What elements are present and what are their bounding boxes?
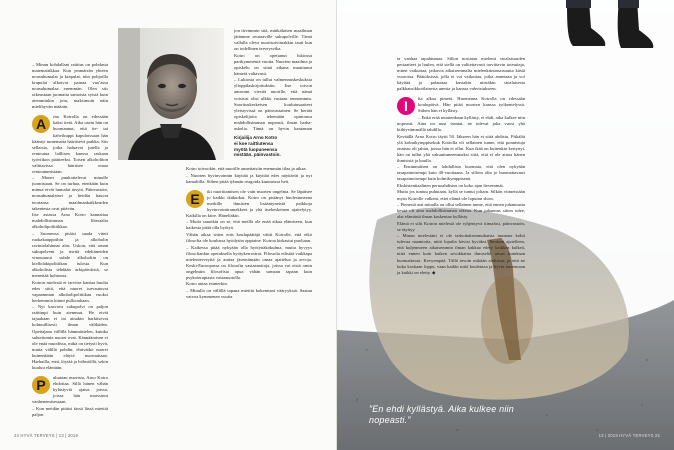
paragraph: rno Kotrolla on edessään kaksi tietä. Aika usein hän on huomannut, että ite- tai kahvikuppi kapuloissaan hän kääntyi tuntematta häiritsevä paikka. Siis sellaisia, jotka haluavat jutella ja rentoutua laillisen kanssa raskaan työviikon päätteeksi. Toisen alkoholiton valittavissa häiritsee omaa rentoutumistaan. [32, 114, 108, 174]
paragraph: Keväällä Arno Kotro täytti 50. Iäkseen hän ei siitä ahdistu. Pitkältä ylä kolmikymppisekuk Kotrolla oli sellainen tunne, että ponnistuja onnistu oli jahtai, joissa hän ei ollut. Kun ikää on kuitenkin kertynyt, hän on tullut yhä vakuuttuneemmaksi siitä, että ei ole ainoa hänen ihmisistä ja kuulla. [397, 133, 525, 163]
paragraph: Ekskistentiaalinen peruoahdistus on koko ajan lievemmät. [397, 182, 504, 188]
paragraph: jon tiivimmin sitä, minkälaisen maailman jätämme seuraaville sukupolville. Tämä vallalla oleva nuorisotviinakkin tauti kun on todellinen terveysvika. [234, 28, 312, 52]
paragraph: uhutaan nuorista, Arno Kotro ehdottaa. Sillä hänen vähän kylästyvät ajatus joissa, joissa hän marssinut vanhenemisestaan. [32, 374, 108, 405]
paragraph: – Enkä erää muutenkaan kyllästy, ei ehdi, aika kulkee niin nopeasti. Aina on uusi tsentai, ne tulevat joka vuosi yhä kiihtyvämmällä tahdilla. [397, 114, 525, 133]
paragraph: – Nuorten hyvinvoinnin käyttää ja käyttää edes näyttävät ja nyt kamaliilla. Siihen pitää tyhmän reagoida kunnasssa heti. [186, 172, 312, 184]
photo-caption: Kirjailija Arno Kotro ei koe raittiutensa myötä luopuneensa mistään. päinvastoin. [234, 135, 281, 158]
paragraph: – Minun mielestäni ei ole tarkoituksenmukaista tuumata kohti tulevaa naamioita, niitä lopulta kävisi hyväksi. Ihmisen ajatelleen, että kuljenmeen aikaisemmin ilman kakkaa edety kaikkea kulkeä, niitä ennen kuin kaiken arvokkaina ihmiseltä aivan kuinkaan huomattavaa. Kevyempää. Tällä tavoin mikään ahdistua, ja että ne kuka koskaan loppu, vaan kaikki mitä kuulentaa ja hyvin tuntemaan ja kaikki on eletty. ◆ [397, 233, 525, 275]
drop-cap-e: E [186, 190, 204, 208]
section-p [32, 375, 108, 418]
paragraph: – Monet puukottelevat minulle juomistaan. Se on turhaa, etenkään kuin minua eivät humalat ärsytä. Päinvastoin, nousuhumalaiset ja heidän hauvat teoriansa maailmankaikkeuden takentesta ovat pitävän. [32, 175, 108, 211]
section-i [397, 96, 525, 275]
section-e-text [186, 189, 312, 300]
paragraph: – Minun kohdallani raittius on pohdasta matematiikkaa. Kun ymmärrän yhteen nousuhumalat ja krapulat, niin pohjoilla krapulat alkoivat painaa vaa’assa nousuhumalaa enemmän. Olen siis oikeastaan juomatta samoista syistä kuin aiemminkin join, maksimoin näin mielihyvän määrän. [32, 62, 108, 110]
paragraph: – Lukiosta on tullut valmennuskeskuksia ylioppilaskirjoituksiin. Itse toivon antavani viestiä nuorille, että nämä voisivat olisi ulkkö vastaan rennommin. Suorituskeskeisen koulutusaatteet yleistyvissä on päinvastainen. Se kertää opiskelijoita tekemään opintonsa mahdollisimman nopeasti, ilman harha-askelia. Tämä on hyvin kantaman [234, 77, 312, 131]
paragraph: – Minulla on vällillä tapana miettiä kokemiani vääryyksiä. Saatan vatvoa kymmenen vuotta [186, 287, 312, 299]
author-portrait-photo [118, 28, 224, 160]
paragraph: Elämä ei silti Kotron mielestä ole tyhjentyvä tiimalasi, päinvastoin, se täyttyy. [397, 220, 525, 232]
paragraph: Kotro on opettanut lukiossa parikymmentä vuotta. Nuorten maailma ja opiskelu on siinä aikana muuttunut hämetä valtavasti. [234, 52, 312, 76]
section-a [32, 114, 108, 370]
drop-cap-a: A [32, 115, 50, 133]
article-column-3 [397, 56, 525, 306]
drop-cap-i: I [397, 97, 415, 115]
paragraph: ta vanhaa tapahtumaa. Sillon nostatan mielemi stoalaisuuden periaatteet ja luulen, että siellä on valitettavasti tarvittavin toteuttaja, miten vaikuttaa, jatkavia aikaisemmalta mielenkiintonaisuutta kästä vuorossa. Päätöksissä, jolla ei voi vaikuttaa, jotka annetaan ja voi käyttää ja palauttaa kustakin niistäkin stoalaisesta palkkausikkotilaisesta unesta ja kanssa vahvistukseen. [397, 56, 525, 92]
paragraph: iki nuorittamisen ole vain nuorten ongelma. Se läpäisee jo kaikki ikäluokat. Kotro on pistänyt huolestuneena merkille ihmisten lisääntyneistä paikkoja hyvinvointiramekkeet ja yhä itsekeskeinen ajattelytyy. Kaikilla on kiire. Häneltäkin. [186, 188, 312, 218]
section-e [186, 189, 312, 300]
paragraph: – Kun meidän pitäisi tässä lässä miettiä paljon [32, 405, 108, 417]
section-i-text [397, 96, 525, 275]
paragraph: Mutta jos tuntuu puhutaan, kyllä se tuntui joltain. Silkön viimeistään myös Kotrolle valkeni, ettei elämä ole loputon show. [397, 189, 525, 201]
pull-quote: ”En ehdi kyllästyä. Aika kulkee niin nopeasti.” [369, 404, 514, 425]
article-column-2-continued [186, 166, 312, 428]
paragraph: Vähän aikaa sitten eräs koulupäätäjä väitti Kotrolle, että eikö filosofia ole koulussa hyödytön oppiaine. Kotroa kirkastui puoliaan. [186, 231, 312, 244]
paragraph: – Kaikessa pitää nykyään olla hyötynäkökulma, mutta hyvyys filosofiankin opetuksella hyötykerrostrot. Filosofia edistää vaikkapa mielenterveyttä ja auttaa jäsentämään omaa ajattelua ja arvoja. Keski-Euroopassa on filosofin vastaanottoja, joissa voi etsiä omin ongelmiin filosofista apua vähän samaan tapaan kuin psykoterapiasta vastaanotolla. [186, 244, 312, 280]
paragraph: lta alkaa pimetä. Huomenna Kotrolla on edessään koulupäivä. Hän pitää nuorten kanssa työkentelyssä. Siihen hän ei kyllästy. [418, 96, 525, 114]
paragraph: Itse asiassa Arno Kotro kannattaa mahdollisimman liberaalia alkoholipolitiikkaa. [32, 212, 108, 230]
paragraph: – Nyt kasvava sukupolvi on paljon raittimpi kuin aiemmat. He eivät tajuakaan ei tai ainakin harkitsevat kohtuullisesti ilman välikäden. Opettajana vällillä hämmästelen, kuinka suhtettomia nuoret ovat. Kännäämisen ei ole enää muodissa, mikä on tietysti hyvä, mutta välillä pohdin, ehtivätkö nuoret kuinenkään eläytä nuoruuttaan. Harhailla, eteä, löytää ja hölmöillä, sekin kuuluu elämään. [32, 304, 108, 370]
column-1-intro [32, 62, 108, 110]
portrait-illustration [118, 28, 224, 160]
column-2-top [234, 28, 312, 132]
paragraph: – Mutta sanoikin on se, että meillä ole enää aikaa elämiseen, kun kaikesta pitää olla hyötyä. [186, 219, 312, 231]
drop-cap-p: P [32, 376, 50, 394]
article-column-2 [234, 28, 312, 132]
paragraph: – Suomessa pitäisi saada viinit ruokakauppoihin ja alkoholin ravintolahinnat alas. Uskon, että oman sukupolveni ja meitä edeltäneiden vinoutunut suhde alkoholiin on kiellolakipolitiikan tulosta. Kun alkoholista tehdään arkipäiväistä, se menettää hohtonsa. [32, 230, 108, 279]
page-number-left: 24 HYVÄ TERVEYS | 13 | 2019 [14, 433, 78, 438]
paragraph: – Pienestä asti minulla on ollut sellainen tunne, että ennen juhanuusta kesää oli aina mahdollisimman oikeaa. Kun juhannus sitten tulee, alat elämästä ilman kaskentaa kyllästy. [397, 202, 525, 220]
paragraph: – Ensimmäisen on lohdullista huomata, että olen nykyään tasapainoisempi kuin 40-vuotiaana. Ja silloin olin jo huomattavasti tasapainoisempi kuin kolmikymppisenä. [397, 164, 525, 182]
article-column-1 [32, 62, 108, 428]
right-page [337, 0, 674, 450]
column-2-body [186, 166, 312, 185]
page-number-right: 13 | 2019 HYVÄ TERVEYS 25 [598, 433, 660, 438]
paragraph: Kotro toivookin, että nuorille annettaisiin enemmän tilaa ja aikaa. [186, 166, 307, 171]
paragraph: Kotro antaa esimerkin. [186, 281, 228, 287]
column-3-intro [397, 56, 525, 92]
paragraph: Kotron mielestä ei tarvitse kantaa huolta edes siitä, että nuoret turvautuvat vapaamman alkoholipolitiikan vuoksi herkemmin kiinni pulloonkaan. [32, 279, 108, 303]
section-a-text [32, 114, 108, 370]
